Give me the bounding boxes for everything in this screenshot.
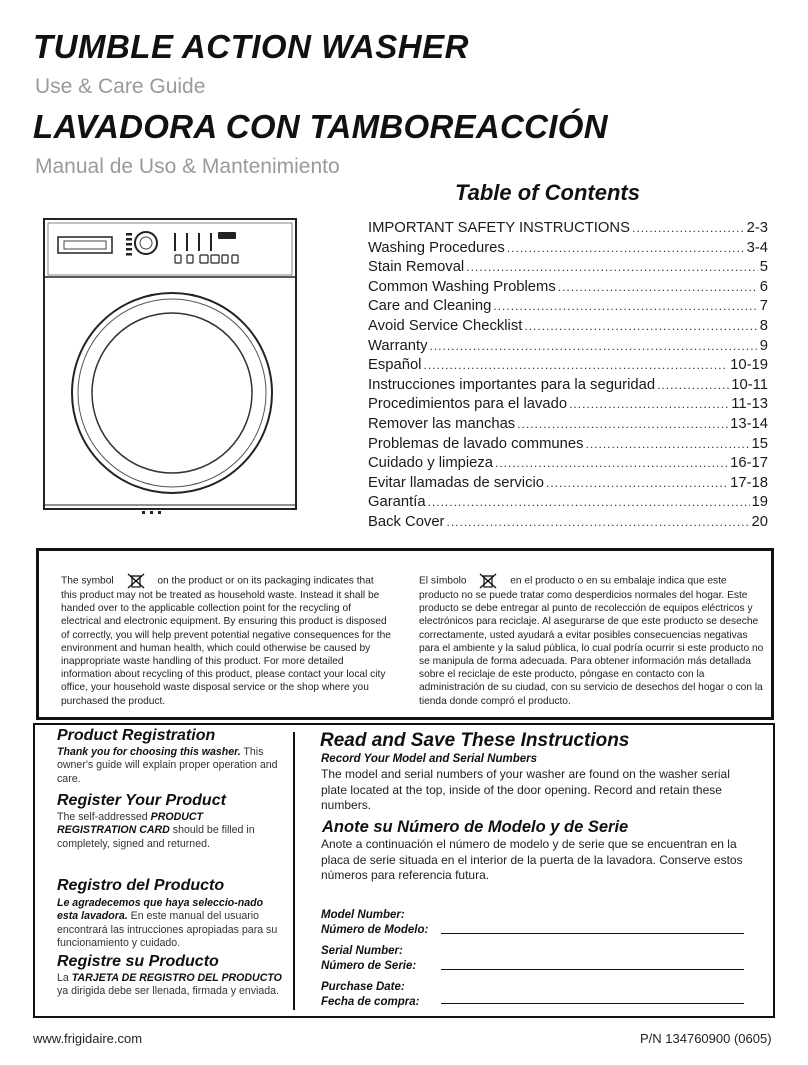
toc-item-page: 17-18 bbox=[730, 474, 768, 491]
subtitle-spanish: Manual de Uso & Mantenimiento bbox=[35, 155, 340, 178]
toc-list bbox=[368, 220, 768, 534]
toc-item-page: 2-3 bbox=[746, 220, 768, 236]
registro-body: En este manual del usuario encontrará las intrucciones apropiadas para su funcionamiento y cuidado. bbox=[57, 910, 278, 950]
recycling-notice bbox=[36, 548, 774, 720]
title-english: TUMBLE ACTION WASHER bbox=[33, 28, 469, 65]
toc-item[interactable] bbox=[368, 377, 768, 397]
washer-illustration bbox=[40, 215, 300, 520]
toc-item-page: 6 bbox=[759, 278, 768, 295]
registre-heading: Registre su Producto bbox=[57, 953, 219, 970]
fecha-compra-label: Fecha de compra: bbox=[321, 995, 420, 1008]
toc-item-label: Common Washing Problems bbox=[368, 278, 556, 295]
toc-item-label: Back Cover bbox=[368, 513, 445, 530]
toc-leader-dots bbox=[524, 319, 757, 333]
toc-item[interactable] bbox=[368, 436, 768, 456]
record-numbers-text: The model and serial numbers of your washer are found on the washer serial plate located at the top, inside of the door opening. Record and retain these numbers. bbox=[321, 767, 730, 812]
anote-text: Anote a continuación el número de modelo y de serie que se encuentran en la placa de serie situada en el interior de la puerta de la lavadora. Conserve estos números para referencia futura. bbox=[321, 837, 743, 882]
toc-item-label: IMPORTANT SAFETY INSTRUCTIONS bbox=[368, 220, 630, 236]
toc-item-label: Garantía bbox=[368, 494, 426, 511]
numero-serie-label: Número de Serie: bbox=[321, 959, 417, 972]
owners-guide-text: This owner's guide will explain proper operation and care. bbox=[57, 746, 278, 785]
toc-title: Table of Contents bbox=[455, 180, 640, 205]
toc-item-label: Cuidado y limpieza bbox=[368, 455, 494, 472]
toc-item-label: Washing Procedures bbox=[368, 239, 505, 256]
toc-leader-dots bbox=[546, 476, 728, 490]
toc-leader-dots bbox=[466, 260, 758, 274]
thank-you-text: Thank you for choosing this washer. bbox=[57, 746, 241, 758]
toc-leader-dots bbox=[428, 495, 750, 509]
toc-leader-dots bbox=[517, 417, 728, 431]
toc-item-page: 15 bbox=[751, 435, 768, 452]
product-registration-text bbox=[57, 746, 282, 786]
serial-number-label: Serial Number: bbox=[321, 945, 403, 957]
toc-item-label: Problemas de lavado communes bbox=[368, 435, 584, 452]
footer-part-number: P/N 134760900 (0605) bbox=[640, 1031, 772, 1046]
toc-item[interactable] bbox=[368, 259, 768, 279]
toc-item[interactable] bbox=[368, 475, 768, 495]
recycling-text-spanish bbox=[419, 573, 764, 708]
toc-item[interactable] bbox=[368, 357, 768, 377]
toc-item-page: 19 bbox=[751, 494, 768, 511]
toc-leader-dots bbox=[657, 378, 729, 392]
toc-item-label: Evitar llamadas de servicio bbox=[368, 474, 544, 491]
registro-text bbox=[57, 897, 282, 951]
toc-item-page: 10-19 bbox=[730, 357, 768, 374]
tarjeta-label: TARJETA DE REGISTRO DEL PRODUCTO bbox=[71, 972, 282, 984]
column-divider bbox=[293, 732, 295, 1010]
footer-website[interactable]: www.frigidaire.com bbox=[33, 1031, 143, 1046]
model-number-field bbox=[321, 908, 761, 937]
toc-leader-dots bbox=[495, 456, 728, 470]
toc-item[interactable] bbox=[368, 220, 768, 240]
recycling-en-lead: The symbol bbox=[61, 575, 114, 587]
toc-leader-dots bbox=[423, 358, 728, 372]
toc-item-label: Warranty bbox=[368, 337, 428, 354]
anote-heading: Anote su Número de Modelo y de Serie bbox=[322, 818, 629, 836]
toc-item[interactable] bbox=[368, 455, 768, 475]
register-pre: The self-addressed bbox=[57, 811, 148, 823]
toc-leader-dots bbox=[632, 221, 745, 235]
toc-item-label: Instrucciones importantes para la seguridad bbox=[368, 376, 656, 393]
toc-item[interactable] bbox=[368, 514, 768, 534]
toc-item[interactable] bbox=[368, 396, 768, 416]
toc-item[interactable] bbox=[368, 298, 768, 318]
toc-item-page: 10-11 bbox=[731, 376, 768, 393]
registre-text bbox=[57, 972, 282, 999]
toc-leader-dots bbox=[429, 339, 757, 353]
toc-leader-dots bbox=[569, 397, 729, 411]
toc-leader-dots bbox=[558, 280, 758, 294]
purchase-date-line[interactable] bbox=[441, 1003, 744, 1004]
toc-leader-dots bbox=[586, 437, 750, 451]
toc-item-label: Stain Removal bbox=[368, 259, 465, 276]
numero-modelo-label: Número de Modelo: bbox=[321, 923, 429, 936]
subtitle-english: Use & Care Guide bbox=[35, 75, 206, 98]
agradecemos-text: Le agradecemos que haya seleccio-nado esta lavadora. bbox=[57, 897, 264, 923]
toc-item-page: 7 bbox=[759, 298, 768, 315]
serial-number-field bbox=[321, 944, 761, 973]
toc-item-label: Avoid Service Checklist bbox=[368, 317, 523, 334]
toc-item[interactable] bbox=[368, 494, 768, 514]
recycling-es-body: en el producto o en su embalaje indica que este producto no se puede tratar como desperdicios normales del hogar. Este producto se debe entregar al punto de recolección de equipos eléctricos y electrónicos para reciclaje. Al asegurarse de que este producto se deseche correctamente, usted ayudará a evitar posibles consecuencias negativas para el ambiente y la salud pública, lo cual podría ocurrir si este producto no se manipula de forma adecuada. Para obtener información más detallada sobre el reciclaje de este producto, póngase en contacto con la administración de su ciudad, con su servicio de desechos del hogar o con la tienda donde compró el producto. bbox=[419, 575, 764, 707]
register-your-product-heading: Register Your Product bbox=[57, 792, 226, 809]
purchase-date-label: Purchase Date: bbox=[321, 981, 405, 993]
toc-item-label: Español bbox=[368, 357, 422, 374]
purchase-date-field bbox=[321, 980, 761, 1009]
registro-heading: Registro del Producto bbox=[57, 877, 225, 894]
toc-item-page: 11-13 bbox=[731, 396, 768, 413]
toc-item-page: 8 bbox=[759, 317, 768, 334]
registre-post: ya dirigida debe ser llenada, firmada y enviada. bbox=[57, 985, 280, 998]
registre-pre: La bbox=[57, 972, 69, 984]
model-number-label: Model Number: bbox=[321, 909, 405, 921]
read-save-heading: Read and Save These Instructions bbox=[320, 730, 630, 751]
toc-leader-dots bbox=[446, 515, 749, 529]
record-numbers-subheading: Record Your Model and Serial Numbers bbox=[321, 753, 537, 765]
toc-item-page: 9 bbox=[759, 337, 768, 354]
model-number-line[interactable] bbox=[441, 933, 744, 934]
crossed-bin-icon bbox=[479, 573, 497, 589]
recycling-text-english bbox=[61, 573, 391, 708]
toc-item-page: 3-4 bbox=[746, 239, 768, 256]
toc-item-page: 5 bbox=[759, 259, 768, 276]
crossed-bin-icon bbox=[127, 573, 145, 589]
toc-item-label: Procedimientos para el lavado bbox=[368, 396, 568, 413]
toc-item-label: Care and Cleaning bbox=[368, 298, 492, 315]
register-your-product-text bbox=[57, 811, 282, 851]
product-registration-heading: Product Registration bbox=[57, 727, 216, 744]
toc-item-page: 16-17 bbox=[730, 455, 768, 472]
toc-item-label: Remover las manchas bbox=[368, 415, 516, 432]
toc-leader-dots bbox=[507, 241, 745, 255]
toc-item[interactable] bbox=[368, 338, 768, 358]
toc-item-page: 13-14 bbox=[730, 415, 768, 432]
register-post: should be filled in completely, signed and returned. bbox=[57, 824, 255, 850]
title-spanish: LAVADORA CON TAMBOREACCIÓN bbox=[33, 108, 608, 145]
toc-leader-dots bbox=[493, 299, 757, 313]
toc-item[interactable] bbox=[368, 318, 768, 338]
toc-item-page: 20 bbox=[751, 513, 768, 530]
serial-number-line[interactable] bbox=[441, 969, 744, 970]
recycling-es-lead: El símbolo bbox=[419, 575, 467, 587]
toc-item[interactable] bbox=[368, 240, 768, 260]
registration-card-label: PRODUCT REGISTRATION CARD bbox=[57, 811, 204, 837]
recycling-en-body: on the product or on its packaging indicates that this product may not be treated as household waste. Instead it shall be handed over to the applicable collection point for the recycling of electrical and electronic equipment. By ensuring this product is disposed of correctly, you will help prevent potential negative consequences for the environment and human health, which could otherwise be caused by inappropriate waste handling of this product. For more detailed information about recycling of this product, please contact your local city office, your household waste disposal service or the shop where you purchased the product. bbox=[61, 575, 391, 707]
toc-item[interactable] bbox=[368, 416, 768, 436]
toc-item[interactable] bbox=[368, 279, 768, 299]
